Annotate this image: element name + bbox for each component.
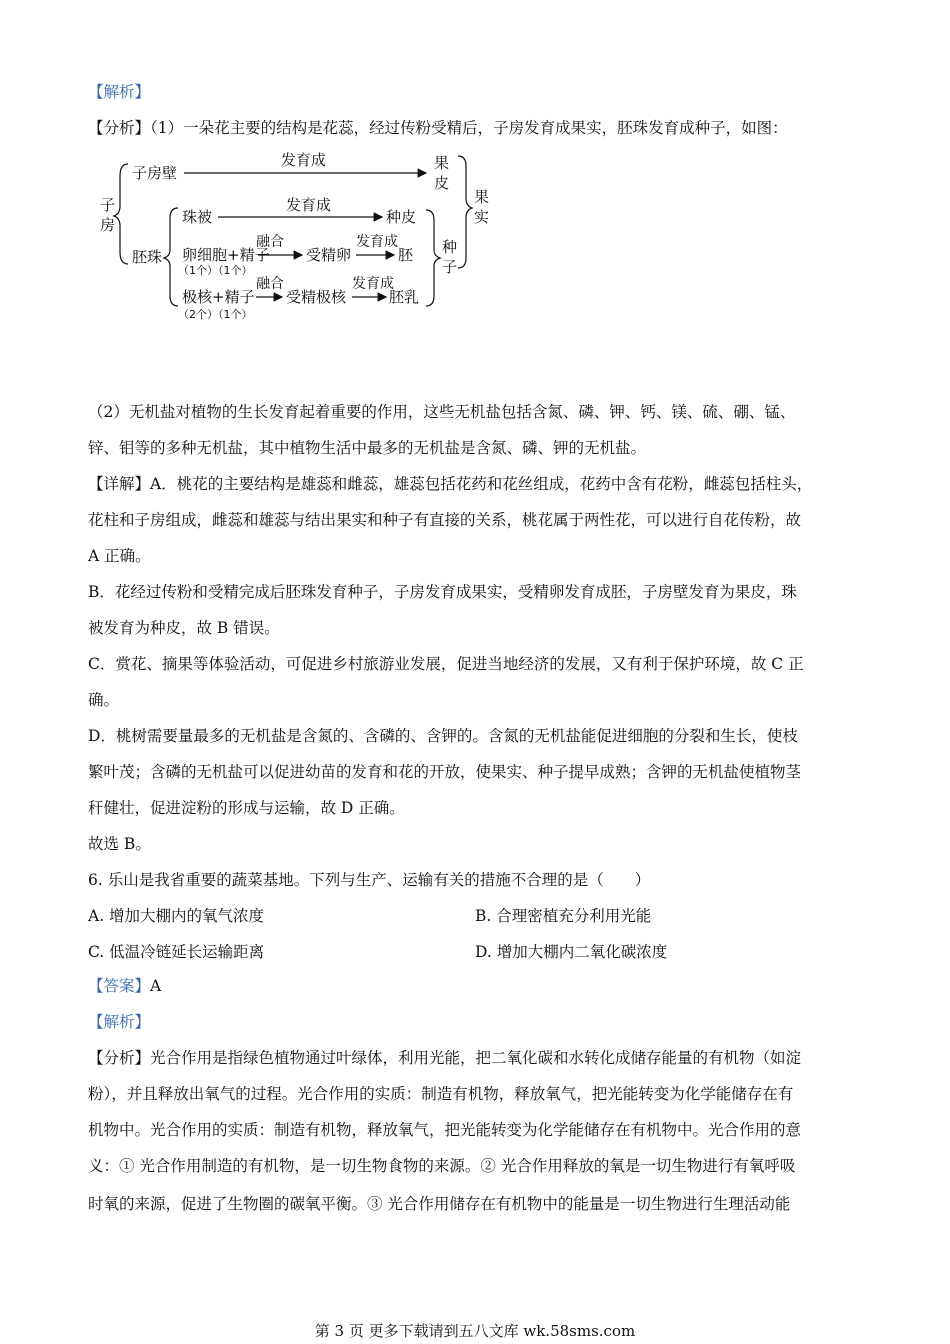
detail-d-1: D．桃树需要量最多的无机盐是含氮的、含磷的、含钾的。含氮的无机盐能促进细胞的分裂和生长，使枝 (88, 727, 798, 745)
label-fusion-1: 融合 (256, 234, 284, 250)
detail-c-1: C．赏花、摘果等体验活动，可促进乡村旅游业发展，促进当地经济的发展，又有利于保护环境，故 C 正 (88, 655, 804, 673)
label-embryo: 胚 (398, 246, 414, 264)
option-b: B. 合理密植充分利用光能 (475, 907, 652, 925)
detail-a-3: A 正确。 (88, 547, 151, 565)
label-count-1: （1个）（1个） (178, 264, 253, 277)
analysis-heading: 【解析】 (88, 83, 151, 101)
detail-a-1: 【详解】A．桃花的主要结构是雄蕊和雌蕊，雄蕊包括花药和花丝组成，花药中含有花粉，雌蕊包括柱头， (88, 475, 813, 493)
label-seed-coat: 种皮 (386, 208, 417, 226)
photosynthesis-1: 【分析】光合作用是指绿色植物通过叶绿体，利用光能，把二氧化碳和水转化成储存能量的有机物（如淀 (88, 1049, 802, 1067)
label-develop-4: 发育成 (352, 276, 394, 292)
photosynthesis-3: 机物中。光合作用的实质：制造有机物，释放氧气，把光能转变为化学能储存在有机物中。光合作用的意 (88, 1121, 802, 1139)
label-zygote: 受精卵 (306, 246, 352, 264)
detail-d-3: 秆健壮，促进淀粉的形成与运输，故 D 正确。 (88, 799, 405, 817)
answer-value: A (150, 977, 162, 995)
analysis-paragraph-1 (88, 118, 788, 138)
label-pi: 皮 (434, 174, 450, 192)
label-fertilized-polar: 受精极核 (286, 288, 347, 306)
photosynthesis-5: 时氧的来源，促进了生物圈的碳氧平衡。③ 光合作用储存在有机物中的能量是一切生物进行生理活动能 (88, 1195, 791, 1213)
label-ovary-wall: 子房壁 (132, 164, 178, 182)
detail-b-2: 被发育为种皮，故 B 错误。 (88, 619, 280, 637)
option-c: C. 低温冷链延长运输距离 (88, 943, 265, 961)
label-develop-1: 发育成 (281, 151, 327, 169)
answer-tag: 【答案】 (88, 977, 151, 995)
detail-a-2: 花柱和子房组成，雌蕊和雄蕊与结出果实和种子有直接的关系，桃花属于两性花，可以进行自花传粉，故 (88, 511, 802, 529)
label-endosperm: 胚乳 (389, 288, 420, 306)
detail-d-2: 繁叶茂；含磷的无机盐可以促进幼苗的发育和花的开放，使果实、种子提早成熟；含钾的无机盐使植物茎 (88, 763, 802, 781)
brace-seed (426, 210, 440, 306)
label-egg-sperm: 卵细胞+精子 (182, 246, 270, 264)
paragraph-minerals-2: 锌、钼等的多种无机盐，其中植物生活中最多的无机盐是含氮、磷、钾的无机盐。 (88, 439, 647, 457)
answer-line (88, 976, 161, 996)
flower-development-diagram (96, 146, 516, 336)
detail-b-1: B．花经过传粉和受精完成后胚珠发育种子，子房发育成果实，受精卵发育成胚，子房壁发育为果皮，珠 (88, 583, 797, 601)
label-guoshi-2: 实 (474, 208, 490, 226)
analysis-heading-2: 【解析】 (88, 1013, 151, 1031)
label-fusion-2: 融合 (256, 276, 284, 292)
detail-c-2: 确。 (88, 691, 120, 709)
label-zifang-2: 房 (100, 216, 116, 234)
label-zhongzi-2: 子 (442, 258, 458, 276)
label-zhongzi-1: 种 (442, 238, 458, 256)
option-a: A. 增加大棚内的氧气浓度 (88, 907, 265, 925)
question-6: 6. 乐山是我省重要的蔬菜基地。下列与生产、运输有关的措施不合理的是（ ） (88, 871, 651, 889)
page-footer: 第 3 页 更多下载请到五八文库 wk.58sms.com (314, 1322, 636, 1340)
analysis-tag: 【分析】 (88, 119, 151, 137)
label-develop-2: 发育成 (286, 196, 332, 214)
brace-ovary (114, 164, 128, 264)
label-guoshi-1: 果 (474, 188, 490, 206)
label-count-2: （2个）（1个） (178, 308, 253, 321)
photosynthesis-4: 义：① 光合作用制造的有机物，是一切生物食物的来源。② 光合作用释放的氧是一切生物进行有氧呼吸 (88, 1157, 796, 1175)
label-develop-3: 发育成 (356, 234, 398, 250)
brace-fruit (458, 156, 472, 268)
analysis-text: （1）一朵花主要的结构是花蕊，经过传粉受精后，子房发育成果实，胚珠发育成种子，如图： (150, 119, 788, 137)
label-ovule: 胚珠 (132, 248, 163, 266)
label-guo: 果 (434, 154, 450, 172)
option-d: D. 增加大棚内二氧化碳浓度 (475, 943, 668, 961)
brace-ovule (164, 208, 178, 306)
photosynthesis-2: 粉），并且释放出氧气的过程。光合作用的实质：制造有机物，释放氧气，把光能转变为化学能储存在有 (88, 1085, 794, 1103)
label-zifang-1: 子 (100, 196, 116, 214)
label-polar-sperm: 极核+精子 (182, 288, 255, 306)
paragraph-minerals-1: （2）无机盐对植物的生长发育起着重要的作用，这些无机盐包括含氮、磷、钾、钙、镁、硫、硼、锰、 (88, 403, 796, 421)
choice-conclusion: 故选 B。 (88, 835, 151, 853)
label-integument: 珠被 (182, 208, 213, 226)
